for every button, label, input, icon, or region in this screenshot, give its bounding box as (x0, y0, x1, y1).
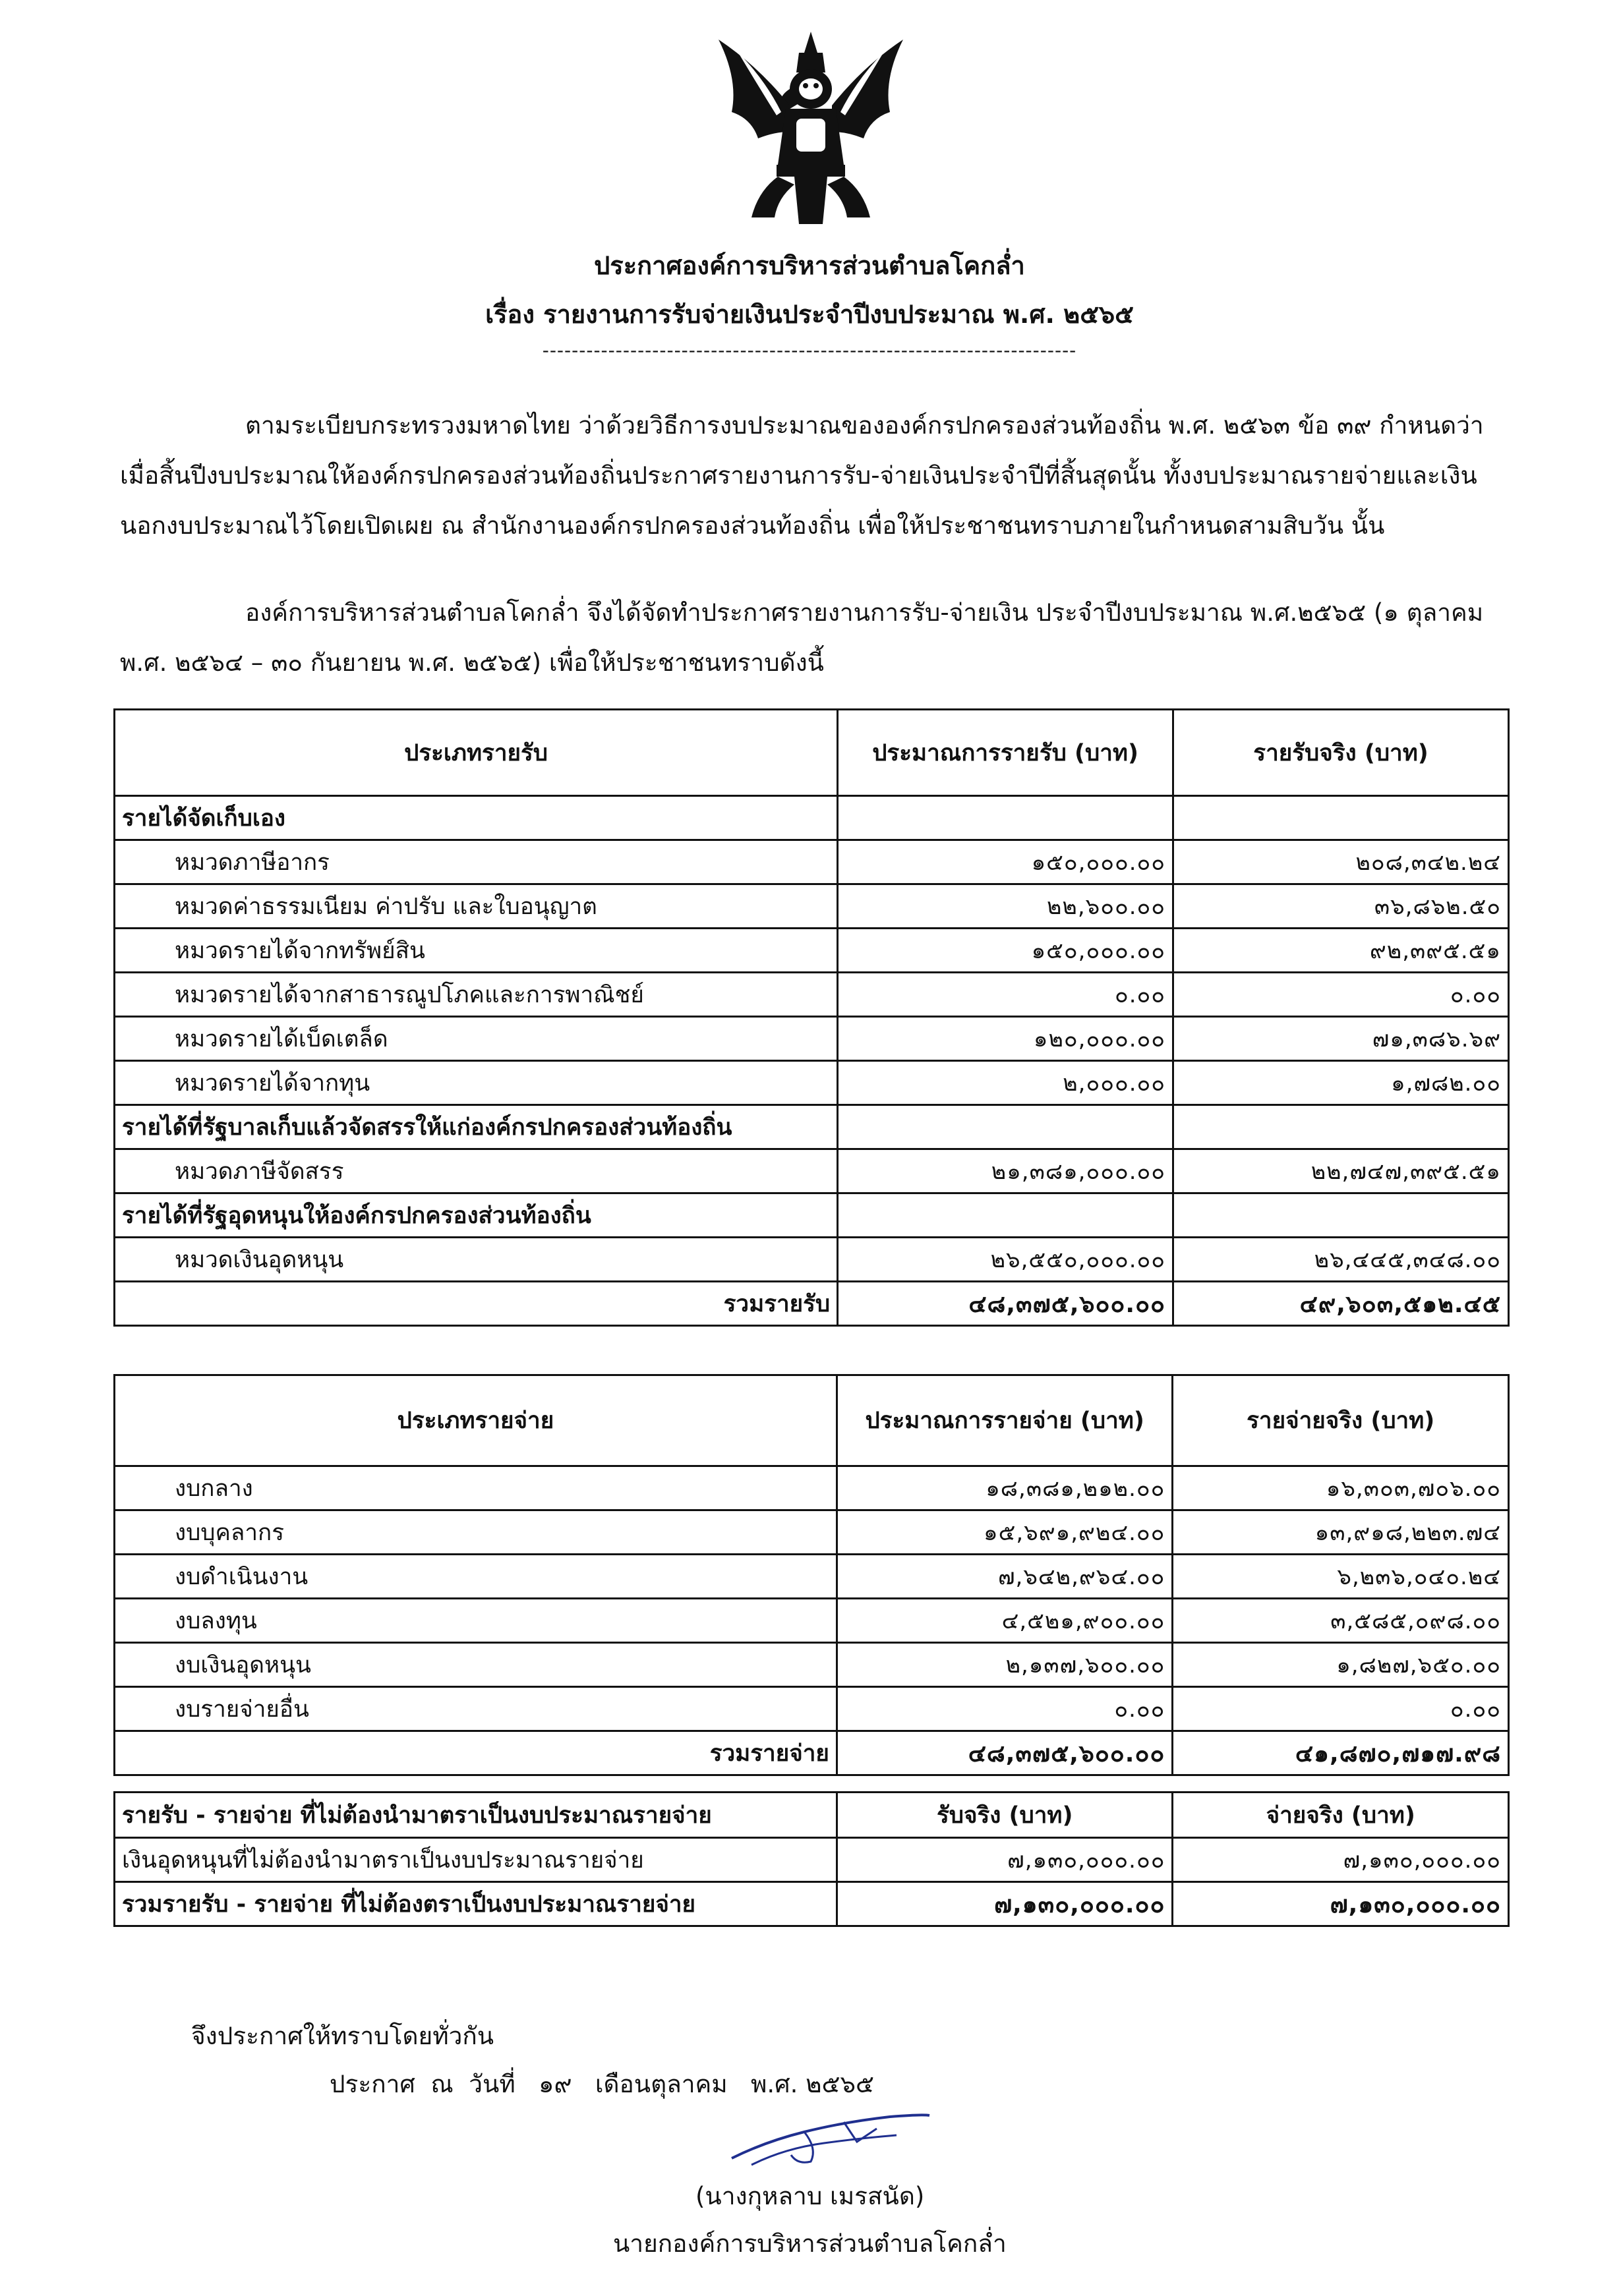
revenue-header-row (115, 710, 1509, 796)
offbudget-total-received: ๗,๑๓๐,๐๐๐.๐๐ (837, 1882, 1173, 1926)
offbudget-paid-header: จ่ายจริง (บาท) (1173, 1793, 1509, 1838)
revenue-estimate: ๒,๐๐๐.๐๐ (838, 1061, 1173, 1105)
expense-actual: ๑๓,๙๑๘,๒๒๓.๗๔ (1173, 1510, 1509, 1555)
offbudget-paid: ๗,๑๓๐,๐๐๐.๐๐ (1173, 1838, 1509, 1882)
expense-actual: ๑๖,๓๐๓,๗๐๖.๐๐ (1173, 1466, 1509, 1510)
revenue-actual: ๒๖,๔๔๕,๓๔๘.๐๐ (1173, 1238, 1509, 1282)
revenue-group-label: รายได้ที่รัฐอุดหนุนให้องค์กรปกครองส่วนท้องถิ่น (115, 1193, 838, 1238)
revenue-estimate: ๒๖,๕๕๐,๐๐๐.๐๐ (838, 1238, 1173, 1282)
revenue-category: หมวดค่าธรรมเนียม ค่าปรับ และใบอนุญาต (115, 884, 838, 929)
revenue-group-row (115, 1105, 1509, 1149)
expense-actual: ๓,๕๘๕,๐๙๘.๐๐ (1173, 1599, 1509, 1643)
expense-estimate: ๒,๑๓๗,๖๐๐.๐๐ (837, 1643, 1173, 1687)
expense-header-row (115, 1375, 1509, 1466)
revenue-estimate-header: ประมาณการรายรับ (บาท) (838, 710, 1173, 796)
offbudget-type-header: รายรับ - รายจ่าย ที่ไม่ต้องนำมาตราเป็นงบประมาณรายจ่าย (115, 1793, 837, 1838)
expense-actual: ๑,๘๒๗,๖๕๐.๐๐ (1173, 1643, 1509, 1687)
closing-announcement: จึงประกาศให้ทราบโดยทั่วกัน (191, 2022, 494, 2050)
offbudget-received-header: รับจริง (บาท) (837, 1793, 1173, 1838)
revenue-table (113, 708, 1510, 1327)
expense-total-row (115, 1731, 1509, 1775)
expense-estimate-header: ประมาณการรายจ่าย (บาท) (837, 1375, 1173, 1466)
expense-total-actual: ๔๑,๘๗๐,๗๑๗.๙๘ (1173, 1731, 1509, 1775)
revenue-category: หมวดรายได้จากทุน (115, 1061, 838, 1105)
revenue-group-row (115, 796, 1509, 840)
revenue-estimate: ๑๒๐,๐๐๐.๐๐ (838, 1017, 1173, 1061)
revenue-actual: ๙๒,๓๙๕.๕๑ (1173, 929, 1509, 973)
table-row (115, 1687, 1509, 1731)
expense-actual-header: รายจ่ายจริง (บาท) (1173, 1375, 1509, 1466)
revenue-category: หมวดภาษีอากร (115, 840, 838, 884)
table-row (115, 884, 1509, 929)
announcement-date: ประกาศ ณ วันที่ ๑๙ เดือนตุลาคม พ.ศ. ๒๕๖๕ (330, 2070, 875, 2098)
expense-actual: ๖,๒๓๖,๐๔๐.๒๔ (1173, 1555, 1509, 1599)
offbudget-total-label: รวมรายรับ - รายจ่าย ที่ไม่ต้องตราเป็นงบประมาณรายจ่าย (115, 1882, 837, 1926)
table-row (115, 1061, 1509, 1105)
offbudget-total-paid: ๗,๑๓๐,๐๐๐.๐๐ (1173, 1882, 1509, 1926)
offbudget-header-row (115, 1793, 1509, 1838)
expense-actual: ๐.๐๐ (1173, 1687, 1509, 1731)
offbudget-category: เงินอุดหนุนที่ไม่ต้องนำมาตราเป็นงบประมาณรายจ่าย (115, 1838, 837, 1882)
signer-name: (นางกุหลาบ เมรสนัด) (695, 2182, 925, 2210)
table-row (115, 1838, 1509, 1882)
revenue-group-label: รายได้ที่รัฐบาลเก็บแล้วจัดสรรให้แก่องค์กรปกครองส่วนท้องถิ่น (115, 1105, 838, 1149)
revenue-total-label: รวมรายรับ (115, 1282, 838, 1326)
revenue-category: หมวดรายได้จากสาธารณูปโภคและการพาณิชย์ (115, 973, 838, 1017)
paragraph-2-line-1: องค์การบริหารส่วนตำบลโคกล่ำ จึงได้จัดทำประกาศรายงานการรับ-จ่ายเงิน ประจำปีงบประมาณ พ.ศ.๒๕๖๕ (๑ ตุลาคม (245, 598, 1484, 627)
revenue-category: หมวดเงินอุดหนุน (115, 1238, 838, 1282)
expense-table (113, 1374, 1510, 1776)
revenue-group-row (115, 1193, 1509, 1238)
revenue-estimate: ๒๑,๓๘๑,๐๐๐.๐๐ (838, 1149, 1173, 1193)
expense-estimate: ๗,๖๔๒,๙๖๔.๐๐ (837, 1555, 1173, 1599)
paragraph-2-line-2: พ.ศ. ๒๕๖๔ – ๓๐ กันยายน พ.ศ. ๒๕๖๕) เพื่อให้ประชาชนทราบดังนี้ (120, 648, 824, 677)
revenue-estimate: ๐.๐๐ (838, 973, 1173, 1017)
revenue-actual: ๒๐๘,๓๔๒.๒๔ (1173, 840, 1509, 884)
table-row (115, 840, 1509, 884)
expense-total-estimate: ๔๘,๓๗๕,๖๐๐.๐๐ (837, 1731, 1173, 1775)
paragraph-1-line-2: เมื่อสิ้นปีงบประมาณให้องค์กรปกครองส่วนท้องถิ่นประกาศรายงานการรับ-จ่ายเงินประจำปีที่สิ้นสุดนั้น ทั้งงบประมาณรายจ่ายและเงิน (120, 461, 1477, 490)
expense-category: งบรายจ่ายอื่น (115, 1687, 837, 1731)
expense-estimate: ๔,๕๒๑,๙๐๐.๐๐ (837, 1599, 1173, 1643)
revenue-actual: ๗๑,๓๘๖.๖๙ (1173, 1017, 1509, 1061)
table-row (115, 1555, 1509, 1599)
revenue-total-row (115, 1282, 1509, 1326)
expense-category: งบดำเนินงาน (115, 1555, 837, 1599)
table-row (115, 1599, 1509, 1643)
signer-title: นายกองค์การบริหารส่วนตำบลโคกล่ำ (613, 2229, 1007, 2258)
revenue-actual: ๐.๐๐ (1173, 973, 1509, 1017)
document-title: ประกาศองค์การบริหารส่วนตำบลโคกล่ำ (594, 251, 1025, 280)
revenue-group-label: รายได้จัดเก็บเอง (115, 796, 838, 840)
expense-estimate: ๐.๐๐ (837, 1687, 1173, 1731)
table-row (115, 1510, 1509, 1555)
revenue-category: หมวดรายได้เบ็ดเตล็ด (115, 1017, 838, 1061)
expense-estimate: ๑๕,๖๙๑,๙๒๔.๐๐ (837, 1510, 1173, 1555)
document-subject: เรื่อง รายงานการรับจ่ายเงินประจำปีงบประมาณ พ.ศ. ๒๕๖๕ (485, 300, 1134, 329)
revenue-type-header: ประเภทรายรับ (115, 710, 838, 796)
revenue-category: หมวดรายได้จากทรัพย์สิน (115, 929, 838, 973)
revenue-estimate: ๑๕๐,๐๐๐.๐๐ (838, 929, 1173, 973)
expense-category: งบเงินอุดหนุน (115, 1643, 837, 1687)
revenue-category: หมวดภาษีจัดสรร (115, 1149, 838, 1193)
title-divider: ------------------------------------------------------------------------- (542, 339, 1077, 361)
expense-category: งบลงทุน (115, 1599, 837, 1643)
table-row (115, 1149, 1509, 1193)
offbudget-table (113, 1791, 1510, 1927)
table-row (115, 1643, 1509, 1687)
table-row (115, 1238, 1509, 1282)
paragraph-1-line-1: ตามระเบียบกระทรวงมหาดไทย ว่าด้วยวิธีการงบประมาณขององค์กรปกครองส่วนท้องถิ่น พ.ศ. ๒๕๖๓ ข้อ ๓๙ กำหนดว่า (245, 411, 1484, 440)
offbudget-received: ๗,๑๓๐,๐๐๐.๐๐ (837, 1838, 1173, 1882)
table-row (115, 973, 1509, 1017)
revenue-actual: ๓๖,๘๖๒.๕๐ (1173, 884, 1509, 929)
table-row (115, 1466, 1509, 1510)
expense-total-label: รวมรายจ่าย (115, 1731, 837, 1775)
paragraph-1-line-3: นอกงบประมาณไว้โดยเปิดเผย ณ สำนักงานองค์กรปกครองส่วนท้องถิ่น เพื่อให้ประชาชนทราบภายในกำหนดสามสิบวัน นั้น (120, 511, 1385, 540)
expense-type-header: ประเภทรายจ่าย (115, 1375, 837, 1466)
offbudget-total-row (115, 1882, 1509, 1926)
revenue-estimate: ๑๕๐,๐๐๐.๐๐ (838, 840, 1173, 884)
table-row (115, 1017, 1509, 1061)
revenue-total-actual: ๔๙,๖๐๓,๕๑๒.๔๕ (1173, 1282, 1509, 1326)
expense-estimate: ๑๘,๓๘๑,๒๑๒.๐๐ (837, 1466, 1173, 1510)
revenue-actual: ๒๒,๗๔๗,๓๙๕.๕๑ (1173, 1149, 1509, 1193)
expense-category: งบกลาง (115, 1466, 837, 1510)
revenue-actual: ๑,๗๘๒.๐๐ (1173, 1061, 1509, 1105)
garuda-emblem (712, 26, 910, 231)
revenue-total-estimate: ๔๘,๓๗๕,๖๐๐.๐๐ (838, 1282, 1173, 1326)
expense-category: งบบุคลากร (115, 1510, 837, 1555)
signature-mark (725, 2102, 936, 2175)
revenue-estimate: ๒๒,๖๐๐.๐๐ (838, 884, 1173, 929)
table-row (115, 929, 1509, 973)
revenue-actual-header: รายรับจริง (บาท) (1173, 710, 1509, 796)
